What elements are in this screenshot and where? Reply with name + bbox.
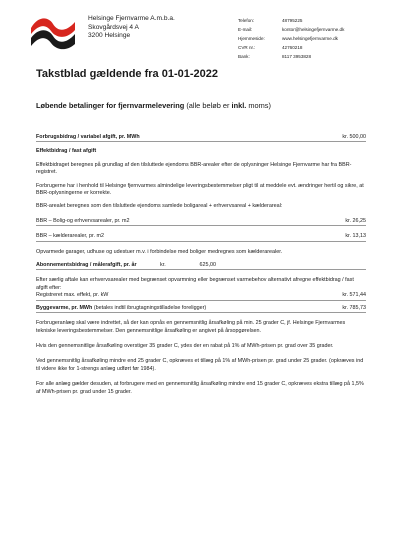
bbr-row-bolig: BBR – Bolig-og erhvervsarealer, pr. m2 kr. 26,25 — [36, 218, 366, 226]
tariff-content — [36, 134, 366, 396]
company-logo — [30, 14, 76, 50]
contact-row: Telefon: 48795225 — [238, 18, 303, 23]
rabat-paragraph: Hvis den gennemsnitlige årsafkøling overstiger 35 grader C, ydes der en rabat på 1% af MWh-prisen pr. grad over 35 grader. — [36, 342, 334, 349]
byggevarme-row: Byggevarme, pr. MWh (betales indtil ibrugtagningstilladelse foreligger) kr. 785,73 — [36, 305, 366, 313]
contact-row: E-mail: kontor@helsingefjernvarme.dk — [238, 27, 345, 32]
abonnement-paragraph: Efter særlig aftale kan erhvervsarealer med begrænset opvarmning eller begrænset varmebehov alternativt afregne effektbidrag / fast afgift efter: — [36, 277, 354, 291]
contact-block — [238, 16, 344, 61]
company-street: Skovgårdsvej 4 A — [88, 23, 139, 31]
contact-row: Bank: 8117 3953828 — [238, 54, 312, 59]
effektbidrag-paragraph-3: BBR-arealet beregnes som den tilsluttede ejendoms samlede boligareal + erhvervsareal + kælderareal: — [36, 203, 283, 210]
company-name: Helsinge Fjernvarme A.m.b.a. — [88, 15, 175, 22]
contact-row: Hjemmeside: www.helsingefjernvarme.dk — [238, 36, 338, 41]
bbr-row-kaelder: BBR – kælderarealer, pr. m2 kr. 13,13 — [36, 233, 366, 241]
company-postal-city: 3200 Helsinge — [88, 32, 131, 40]
effektbidrag-heading: Effektbidrag / fast afgift — [36, 148, 97, 155]
page-title: Takstblad gældende fra 01-01-2022 — [36, 68, 218, 80]
effektbidrag-paragraph-1: Effektbidraget beregnes på grundlag af den tilsluttede ejendoms BBR-arealer efter de oplysninger Helsinge Fjernvarme har fra BBR-registret. — [36, 161, 352, 176]
effektbidrag-paragraph-2: Forbrugerne har i henhold til Helsinge fjernvarmes almindelige leveringsbestemmelser pligt til at meddele evt. ændringer hertil og sikre, at BBR-oplysningerne er korrekte. — [36, 182, 364, 197]
effektbidrag-paragraph-4: Opvarmede garager, udhuse og udestuer m.v. i forbindelse med boliger medregnes som kælderarealer. — [36, 248, 283, 255]
contact-row: CVR nr.: 42760218 — [238, 45, 303, 50]
tillaeg-paragraph: Ved gennemsnitlig årsafkøling mindre end 25 grader C, opkræves et tillæg på 1% af MWh-prisen pr. grad under 25 grader. (opkræves ind til videre ikke for 1-strengs anlæg udført før 1984). — [36, 358, 364, 372]
forbrugsbidrag-row: Forbrugsbidrag / variabel afgift, pr. MWh kr. 500,00 — [36, 134, 366, 142]
afkoling-paragraph: Forbrugeranlæg skal være indrettet, så der kan opnås en gennemsnitlig årsafkøling på min. 25 grader C, jf. Helsinge Fjernvarmes tekniske leveringsbestemmelser. Den gennemsnitlige årsafkøling er angivet på årsopgørelsen. — [36, 320, 346, 334]
abonnementsbidrag-row: Abonnementsbidrag / målerafgift, pr. år kr. 625,00 — [36, 262, 366, 270]
company-address — [88, 15, 175, 41]
ekstra-tillaeg-paragraph: For alle anlæg gælder desuden, at forbrugere med en gennemsnitlig årsafkøling mindre end 15 grader C, opkræves ekstra tillæg på 1,5% af MWh-prisen pr. grad under 15 grader. — [36, 381, 364, 395]
page-subtitle: Løbende betalinger for fjernvarmelevering (alle beløb er inkl. moms) — [36, 101, 271, 110]
registreret-effekt-row: Registreret max. effekt, pr. kW kr. 571,44 — [36, 292, 366, 300]
